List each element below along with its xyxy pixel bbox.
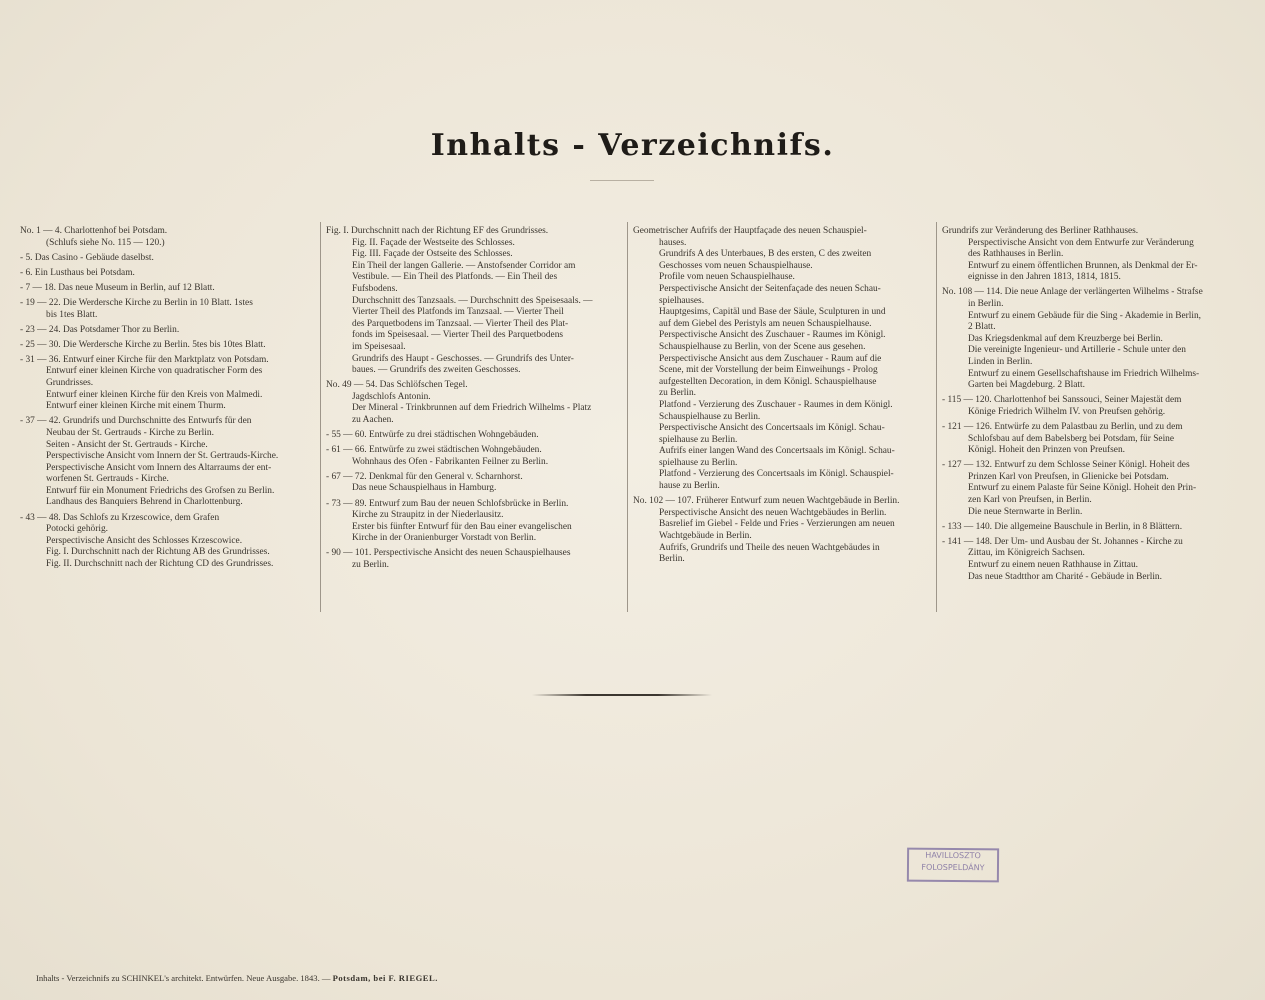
toc-line: zu Aachen. bbox=[352, 415, 394, 425]
toc-line: - 61 — 66. Entwürfe zu zwei städtischen Wohngebäuden. bbox=[326, 445, 542, 456]
toc-entry bbox=[942, 226, 1248, 284]
toc-line: Vestibule. — Ein Theil des Platfonds. — Ein Theil des bbox=[352, 272, 558, 283]
toc-line: aufgestellten Decoration, in dem Königl. Schauspielhause bbox=[659, 376, 877, 387]
toc-line: Linden in Berlin. bbox=[968, 357, 1033, 368]
page-title: Inhalts - Verzeichnifs. bbox=[430, 128, 835, 163]
toc-line: - 23 — 24. Das Potsdamer Thor zu Berlin. bbox=[20, 324, 180, 335]
toc-line: hause zu Berlin. bbox=[659, 481, 720, 492]
toc-entry bbox=[20, 253, 318, 265]
toc-line: Entwurf zu einem öffentlichen Brunnen, als Denkmal der Er- bbox=[968, 260, 1198, 271]
library-stamp bbox=[907, 848, 999, 883]
toc-line: Fig. I. Durchschnitt nach der Richtung EF des Grundrisses. bbox=[326, 226, 549, 236]
toc-line: - 6. Ein Lusthaus bei Potsdam. bbox=[20, 267, 135, 278]
toc-line: Fig. I. Durchschnitt nach der Richtung AB des Grundrisses. bbox=[46, 547, 270, 558]
toc-line: im Speisesaal. bbox=[352, 341, 406, 352]
toc-line: zu Berlin. bbox=[659, 388, 696, 399]
toc-line: Ein Theil der langen Gallerie. — Anstofsender Corridor am bbox=[352, 260, 576, 271]
toc-line: des Parquetbodens im Tanzsaal. — Vierter Theil des Plat- bbox=[352, 318, 569, 329]
toc-line: Seiten - Ansicht der St. Gertrauds - Kirche. bbox=[46, 439, 208, 450]
toc-line: Könige Friedrich Wilhelm IV. von Preufsen gehörig. bbox=[968, 406, 1166, 417]
toc-entry bbox=[326, 548, 626, 571]
toc-line: Entwurf einer kleinen Kirche mit einem Thurm. bbox=[46, 401, 226, 412]
toc-entry bbox=[942, 522, 1248, 534]
toc-line: Zittau, im Königreich Sachsen. bbox=[968, 548, 1085, 559]
toc-entry bbox=[326, 499, 626, 545]
toc-line: Geometrischer Aufrifs der Hauptfaçade des neuen Schauspiel- bbox=[633, 226, 867, 236]
toc-line: Entwurf einer kleinen Kirche von quadratischer Form des bbox=[46, 366, 263, 377]
toc-line: (Schlufs siehe No. 115 — 120.) bbox=[46, 237, 165, 248]
toc-line: Die neue Sternwarte in Berlin. bbox=[968, 506, 1083, 517]
toc-line: Geschosses vom neuen Schauspielhause. bbox=[659, 260, 813, 271]
toc-entry bbox=[326, 445, 626, 468]
toc-line: - 115 — 120. Charlottenhof bei Sanssouci, Seiner Majestät dem bbox=[942, 395, 1182, 406]
toc-entry bbox=[20, 513, 318, 571]
toc-entry bbox=[942, 422, 1248, 457]
toc-line: Platfond - Verzierung des Zuschauer - Raumes in dem Königl. bbox=[659, 399, 893, 410]
stamp-line: HAVILLOSZTO bbox=[925, 850, 981, 861]
toc-line: - 7 — 18. Das neue Museum in Berlin, auf 12 Blatt. bbox=[20, 282, 215, 293]
toc-line: Entwurf zu einem neuen Rathhause in Zittau. bbox=[968, 560, 1138, 571]
toc-entry bbox=[20, 416, 318, 509]
toc-line: Perspectivische Ansicht von dem Entwurfe zur Veränderung bbox=[968, 237, 1194, 248]
toc-line: spielhauses. bbox=[659, 295, 705, 306]
toc-line: Fig. II. Façade der Westseite des Schlosses. bbox=[352, 237, 515, 248]
toc-line: Hauptgesims, Capitäl und Base der Säule, Sculpturen in und bbox=[659, 307, 886, 318]
toc-entry bbox=[326, 380, 626, 426]
toc-line: Wachtgebäude in Berlin. bbox=[659, 530, 752, 541]
toc-line: - 25 — 30. Die Werdersche Kirche zu Berlin. 5tes bis 10tes Blatt. bbox=[20, 339, 266, 350]
toc-line: Jagdschlofs Antonin. bbox=[352, 391, 431, 402]
toc-entry bbox=[20, 298, 318, 321]
toc-line: Perspectivische Ansicht aus dem Zuschauer - Raum auf die bbox=[659, 353, 882, 364]
toc-line: Perspectivische Ansicht vom Innern des Altarraums der ent- bbox=[46, 462, 272, 473]
title-rule bbox=[590, 180, 654, 181]
toc-line: - 121 — 126. Entwürfe zu dem Palastbau zu Berlin, und zu dem bbox=[942, 422, 1183, 432]
toc-line: Grundrifs A des Unterbaues, B des ersten, C des zweiten bbox=[659, 249, 872, 260]
footer-text: Inhalts - Verzeichnifs zu SCHINKEL's architekt. Entwürfen. Neue Ausgabe. 1843. — bbox=[36, 973, 331, 983]
toc-line: Kirche in der Oranienburger Vorstadt von Berlin. bbox=[352, 533, 537, 544]
toc-line: Grundrisses. bbox=[46, 378, 94, 389]
toc-line: Perspectivische Ansicht des Concertsaals im Königl. Schau- bbox=[659, 423, 885, 434]
toc-entry bbox=[20, 355, 318, 413]
toc-line: Schauspielhause zu Berlin. bbox=[659, 411, 761, 422]
toc-line: No. 49 — 54. Das Schlöfschen Tegel. bbox=[326, 380, 468, 391]
toc-line: Erster bis fünfter Entwurf für den Bau einer evangelischen bbox=[352, 521, 572, 532]
toc-line: - 90 — 101. Perspectivische Ansicht des neuen Schauspielhauses bbox=[326, 548, 571, 559]
toc-line: zu Berlin. bbox=[352, 560, 389, 571]
toc-line: - 67 — 72. Denkmal für den General v. Scharnhorst. bbox=[326, 471, 523, 482]
toc-line: - 43 — 48. Das Schlofs zu Krzescowice, dem Grafen bbox=[20, 512, 220, 523]
toc-line: spielhause zu Berlin. bbox=[659, 434, 738, 445]
toc-entry bbox=[942, 460, 1248, 518]
toc-line: Aufrifs, Grundrifs und Theile des neuen Wachtgebäudes in bbox=[659, 542, 880, 553]
toc-entry bbox=[326, 472, 626, 495]
imprint-footer bbox=[36, 973, 438, 983]
toc-line: No. 102 — 107. Früherer Entwurf zum neuen Wachtgebäude in Berlin. bbox=[633, 496, 900, 507]
toc-line: No. 1 — 4. Charlottenhof bei Potsdam. bbox=[20, 226, 168, 236]
toc-line: Entwurf zu einem Gesellschaftshause im Friedrich Wilhelms- bbox=[968, 368, 1200, 379]
toc-column-2 bbox=[326, 226, 626, 575]
toc-line: Entwurf zu einem Gebäude für die Sing - Akademie in Berlin, bbox=[968, 310, 1202, 321]
toc-entry bbox=[633, 496, 935, 566]
toc-line: Fig. II. Durchschnitt nach der Richtung CD des Grundrisses. bbox=[46, 558, 274, 569]
toc-entry bbox=[20, 268, 318, 280]
toc-entry bbox=[20, 325, 318, 337]
toc-line: - 19 — 22. Die Werdersche Kirche zu Berlin in 10 Blatt. 1stes bbox=[20, 297, 253, 308]
toc-line: Fufsbodens. bbox=[352, 283, 398, 294]
footer-publisher: Potsdam, bei F. RIEGEL. bbox=[332, 973, 438, 983]
toc-line: - 141 — 148. Der Um- und Ausbau der St. Johannes - Kirche zu bbox=[942, 536, 1183, 547]
toc-line: Aufrifs einer langen Wand des Concertsaals im Königl. Schau- bbox=[659, 446, 895, 457]
toc-line: Der Mineral - Trinkbrunnen auf dem Friedrich Wilhelms - Platz bbox=[352, 403, 592, 414]
toc-line: Kirche zu Straupitz in der Niederlausitz. bbox=[352, 510, 504, 521]
toc-line: Potocki gehörig. bbox=[46, 524, 108, 535]
toc-line: auf dem Giebel des Peristyls am neuen Schauspielhause. bbox=[659, 318, 872, 329]
column-divider bbox=[936, 222, 937, 612]
toc-line: Entwurf für ein Monument Friedrichs des Grofsen zu Berlin. bbox=[46, 485, 275, 496]
toc-line: Scene, mit der Vorstellung der beim Einweihungs - Prolog bbox=[659, 365, 878, 376]
toc-line: Wohnhaus des Ofen - Fabrikanten Feilner zu Berlin. bbox=[352, 456, 549, 467]
toc-column-3 bbox=[633, 226, 935, 569]
toc-line: Perspectivische Ansicht des Schlosses Krzescowice. bbox=[46, 535, 243, 546]
toc-line: hauses. bbox=[659, 237, 687, 248]
toc-line: - 73 — 89. Entwurf zum Bau der neuen Schlofsbrücke in Berlin. bbox=[326, 498, 569, 509]
toc-line: Neubau der St. Gertrauds - Kirche zu Berlin. bbox=[46, 427, 214, 438]
toc-column-1 bbox=[20, 226, 318, 574]
toc-entry bbox=[20, 226, 318, 249]
toc-line: Das neue Stadtthor am Charité - Gebäude in Berlin. bbox=[968, 571, 1162, 582]
toc-line: Profile vom neuen Schauspielhause. bbox=[659, 272, 795, 283]
stamp-line: FOLOSPELDÁNY bbox=[921, 862, 985, 873]
toc-line: Garten bei Magdeburg. 2 Blatt. bbox=[968, 380, 1085, 391]
toc-line: Basrelief im Giebel - Felde und Fries - Verzierungen am neuen bbox=[659, 519, 895, 530]
toc-line: Perspectivische Ansicht vom Innern der St. Gertrauds-Kirche. bbox=[46, 451, 279, 462]
toc-line: in Berlin. bbox=[968, 299, 1004, 310]
toc-entry bbox=[633, 226, 935, 493]
toc-line: Königl. Hoheit den Prinzen von Preufsen. bbox=[968, 445, 1126, 456]
toc-line: Das neue Schauspielhaus in Hamburg. bbox=[352, 483, 497, 494]
toc-line: Perspectivische Ansicht der Seitenfaçade des neuen Schau- bbox=[659, 283, 881, 294]
toc-line: Landhaus des Banquiers Behrend in Charlottenburg. bbox=[46, 497, 243, 508]
toc-line: - 31 — 36. Entwurf einer Kirche für den Marktplatz von Potsdam. bbox=[20, 354, 269, 365]
toc-line: Prinzen Karl von Preufsen, in Glienicke bei Potsdam. bbox=[968, 471, 1169, 482]
toc-line: - 127 — 132. Entwurf zu dem Schlosse Seiner Königl. Hoheit des bbox=[942, 460, 1190, 471]
toc-line: eignisse in den Jahren 1813, 1814, 1815. bbox=[968, 272, 1121, 283]
toc-line: baues. — Grundrifs des zweiten Geschosses. bbox=[352, 365, 521, 376]
toc-line: Perspectivische Ansicht des neuen Wachtgebäudes in Berlin. bbox=[659, 507, 887, 518]
toc-line: Perspectivische Ansicht des Zuschauer - Raumes im Königl. bbox=[659, 330, 886, 341]
column-divider bbox=[320, 222, 321, 612]
toc-line: 2 Blatt. bbox=[968, 322, 996, 333]
toc-line: - 133 — 140. Die allgemeine Bauschule in Berlin, in 8 Blättern. bbox=[942, 521, 1183, 532]
toc-line: spielhause zu Berlin. bbox=[659, 457, 738, 468]
decorative-rule bbox=[532, 694, 712, 696]
toc-line: Das Kriegsdenkmal auf dem Kreuzberge bei Berlin. bbox=[968, 333, 1163, 344]
toc-line: fonds im Speisesaal. — Vierter Theil des Parquetbodens bbox=[352, 330, 564, 341]
toc-line: Berlin. bbox=[659, 554, 685, 565]
toc-line: Grundrifs zur Veränderung des Berliner Rathhauses. bbox=[942, 226, 1139, 236]
toc-entry bbox=[20, 340, 318, 352]
toc-line: bis 1tes Blatt. bbox=[46, 309, 98, 320]
toc-line: - 5. Das Casino - Gebäude daselbst. bbox=[20, 252, 154, 263]
toc-column-4 bbox=[942, 226, 1248, 587]
toc-line: des Rathhauses in Berlin. bbox=[968, 249, 1064, 260]
toc-line: worfenen St. Gertrauds - Kirche. bbox=[46, 474, 169, 485]
toc-entry bbox=[942, 395, 1248, 418]
toc-line: Entwurf einer kleinen Kirche für den Kreis von Malmedi. bbox=[46, 389, 263, 400]
toc-line: - 37 — 42. Grundrifs und Durchschnitte des Entwurfs für den bbox=[20, 416, 252, 427]
column-divider bbox=[627, 222, 628, 612]
toc-line: Entwurf zu einem Palaste für Seine Königl. Hoheit den Prin- bbox=[968, 483, 1197, 494]
toc-entry bbox=[326, 430, 626, 442]
toc-line: Schlofsbau auf dem Babelsberg bei Potsdam, für Seine bbox=[968, 433, 1175, 444]
toc-line: Die vereinigte Ingenieur- und Artillerie - Schule unter den bbox=[968, 345, 1186, 356]
toc-line: Vierter Theil des Platfonds im Tanzsaal. — Vierter Theil bbox=[352, 307, 564, 318]
toc-entry bbox=[942, 287, 1248, 391]
toc-line: Durchschnitt des Tanzsaals. — Durchschnitt des Speisesaals. — bbox=[352, 295, 593, 306]
toc-entry bbox=[326, 226, 626, 377]
toc-line: No. 108 — 114. Die neue Anlage der verlängerten Wilhelms - Strafse bbox=[942, 287, 1203, 298]
toc-line: zen Karl von Preufsen, in Berlin. bbox=[968, 495, 1092, 506]
toc-line: Platfond - Verzierung des Concertsaals im Königl. Schauspiel- bbox=[659, 469, 894, 480]
toc-line: Schauspielhause zu Berlin, von der Scene aus gesehen. bbox=[659, 341, 866, 352]
toc-entry bbox=[942, 537, 1248, 583]
toc-line: - 55 — 60. Entwürfe zu drei städtischen Wohngebäuden. bbox=[326, 430, 539, 441]
toc-line: Grundrifs des Haupt - Geschosses. — Grundrifs des Unter- bbox=[352, 353, 574, 364]
toc-line: Fig. III. Façade der Ostseite des Schlosses. bbox=[352, 249, 513, 260]
toc-entry bbox=[20, 283, 318, 295]
